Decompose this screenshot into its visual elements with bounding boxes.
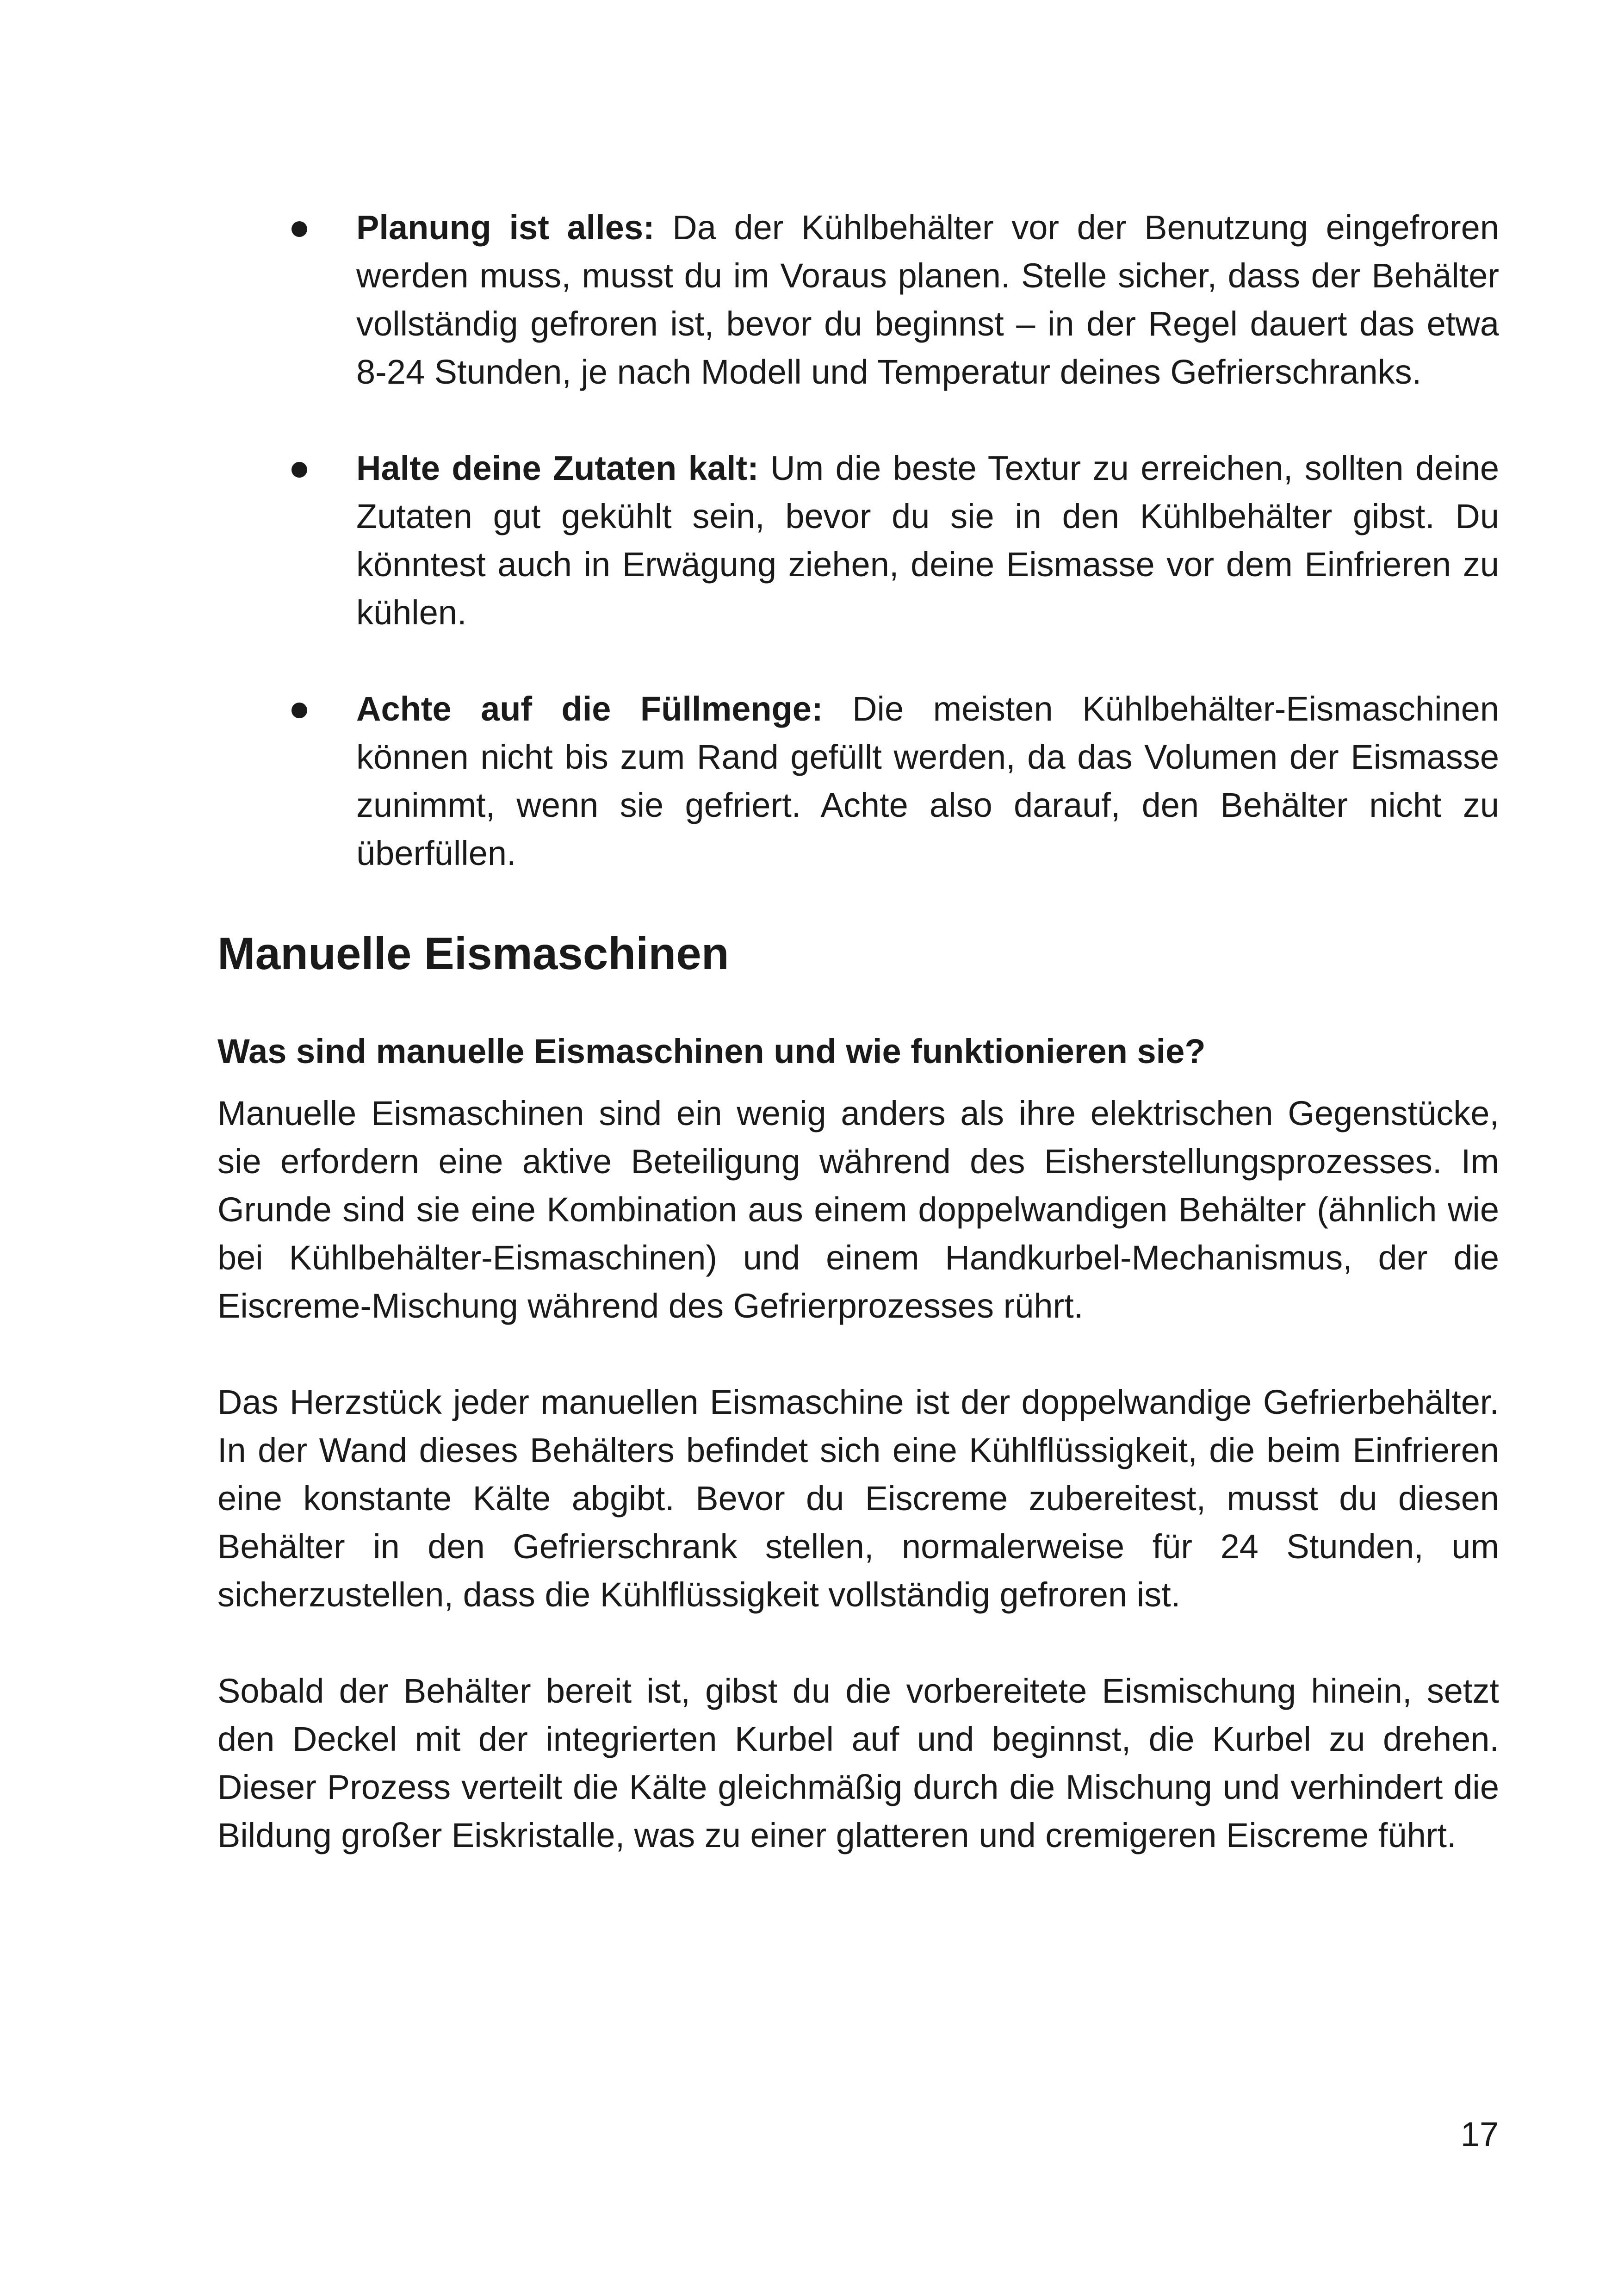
bullet-item-cold-ingredients [217,444,1499,637]
page-number: 17 [1460,2115,1499,2153]
body-paragraph: Manuelle Eismaschinen sind ein wenig anders als ihre elektrischen Gegenstücke, sie erfordern eine aktive Beteiligung während des Eisherstellungsprozesses. Im Grunde sind sie eine Kombination aus einem doppelwandigen Behälter (ähnlich wie bei Kühlbehälter-Eismaschinen) und einem Handkurbel-Mechanismus, der die Eiscreme-Mischung während des Gefrierprozesses rührt. [217,1094,1499,1325]
bullet-dot-icon [291,462,307,478]
bullet-dot-icon [291,221,307,237]
body-paragraph: Das Herzstück jeder manuellen Eismaschine ist der doppelwandige Gefrierbehälter. In der Wand dieses Behälters befindet sich eine Kühlflüssigkeit, die beim Einfrieren eine konstante Kälte abgibt. Bevor du Eiscreme zubereitest, musst du diesen Behälter in den Gefrierschrank stellen, normalerweise für 24 Stunden, um sicherzustellen, dass die Kühlflüssigkeit vollständig gefroren ist. [217,1383,1499,1614]
bullet-item-planning [217,204,1499,396]
sub-heading: Was sind manuelle Eismaschinen und wie funktionieren sie? [217,1032,1206,1070]
bullet-text: Da der Kühlbehälter vor der Benutzung eingefroren werden muss, musst du im Voraus planen. Stelle sicher, dass der Behälter vollständig gefroren ist, bevor du beginnst – in der Regel dauert das etwa 8-24 Stunden, je nach Modell und Temperatur deines Gefrierschranks. [356,208,1499,391]
section-heading: Manuelle Eismaschinen [217,928,729,979]
bullet-term: Planung ist alles: [356,208,655,247]
page-content [217,204,1499,1860]
bullet-term: Halte deine Zutaten kalt: [356,449,759,487]
bullet-text: Die meisten Kühlbehälter-Eismaschinen können nicht bis zum Rand gefüllt werden, da das Volumen der Eismasse zunimmt, wenn sie gefriert. Achte also darauf, den Behälter nicht zu überfüllen. [356,690,1499,872]
body-paragraph: Sobald der Behälter bereit ist, gibst du die vorbereitete Eismischung hinein, setzt den Deckel mit der integrierten Kurbel auf und beginnst, die Kurbel zu drehen. Dieser Prozess verteilt die Kälte gleichmäßig durch die Mischung und verhindert die Bildung großer Eiskristalle, was zu einer glatteren und cremigeren Eiscreme führt. [217,1672,1499,1854]
bullet-term: Achte auf die Füllmenge: [356,690,823,728]
bullet-item-fill-level [217,685,1499,877]
bullet-dot-icon [291,703,307,718]
bullet-text: Um die beste Textur zu erreichen, sollten deine Zutaten gut gekühlt sein, bevor du sie in den Kühlbehälter gibst. Du könntest auch in Erwägung ziehen, deine Eismasse vor dem Einfrieren zu kühlen. [356,449,1499,632]
tips-bullet-list [217,204,1499,877]
